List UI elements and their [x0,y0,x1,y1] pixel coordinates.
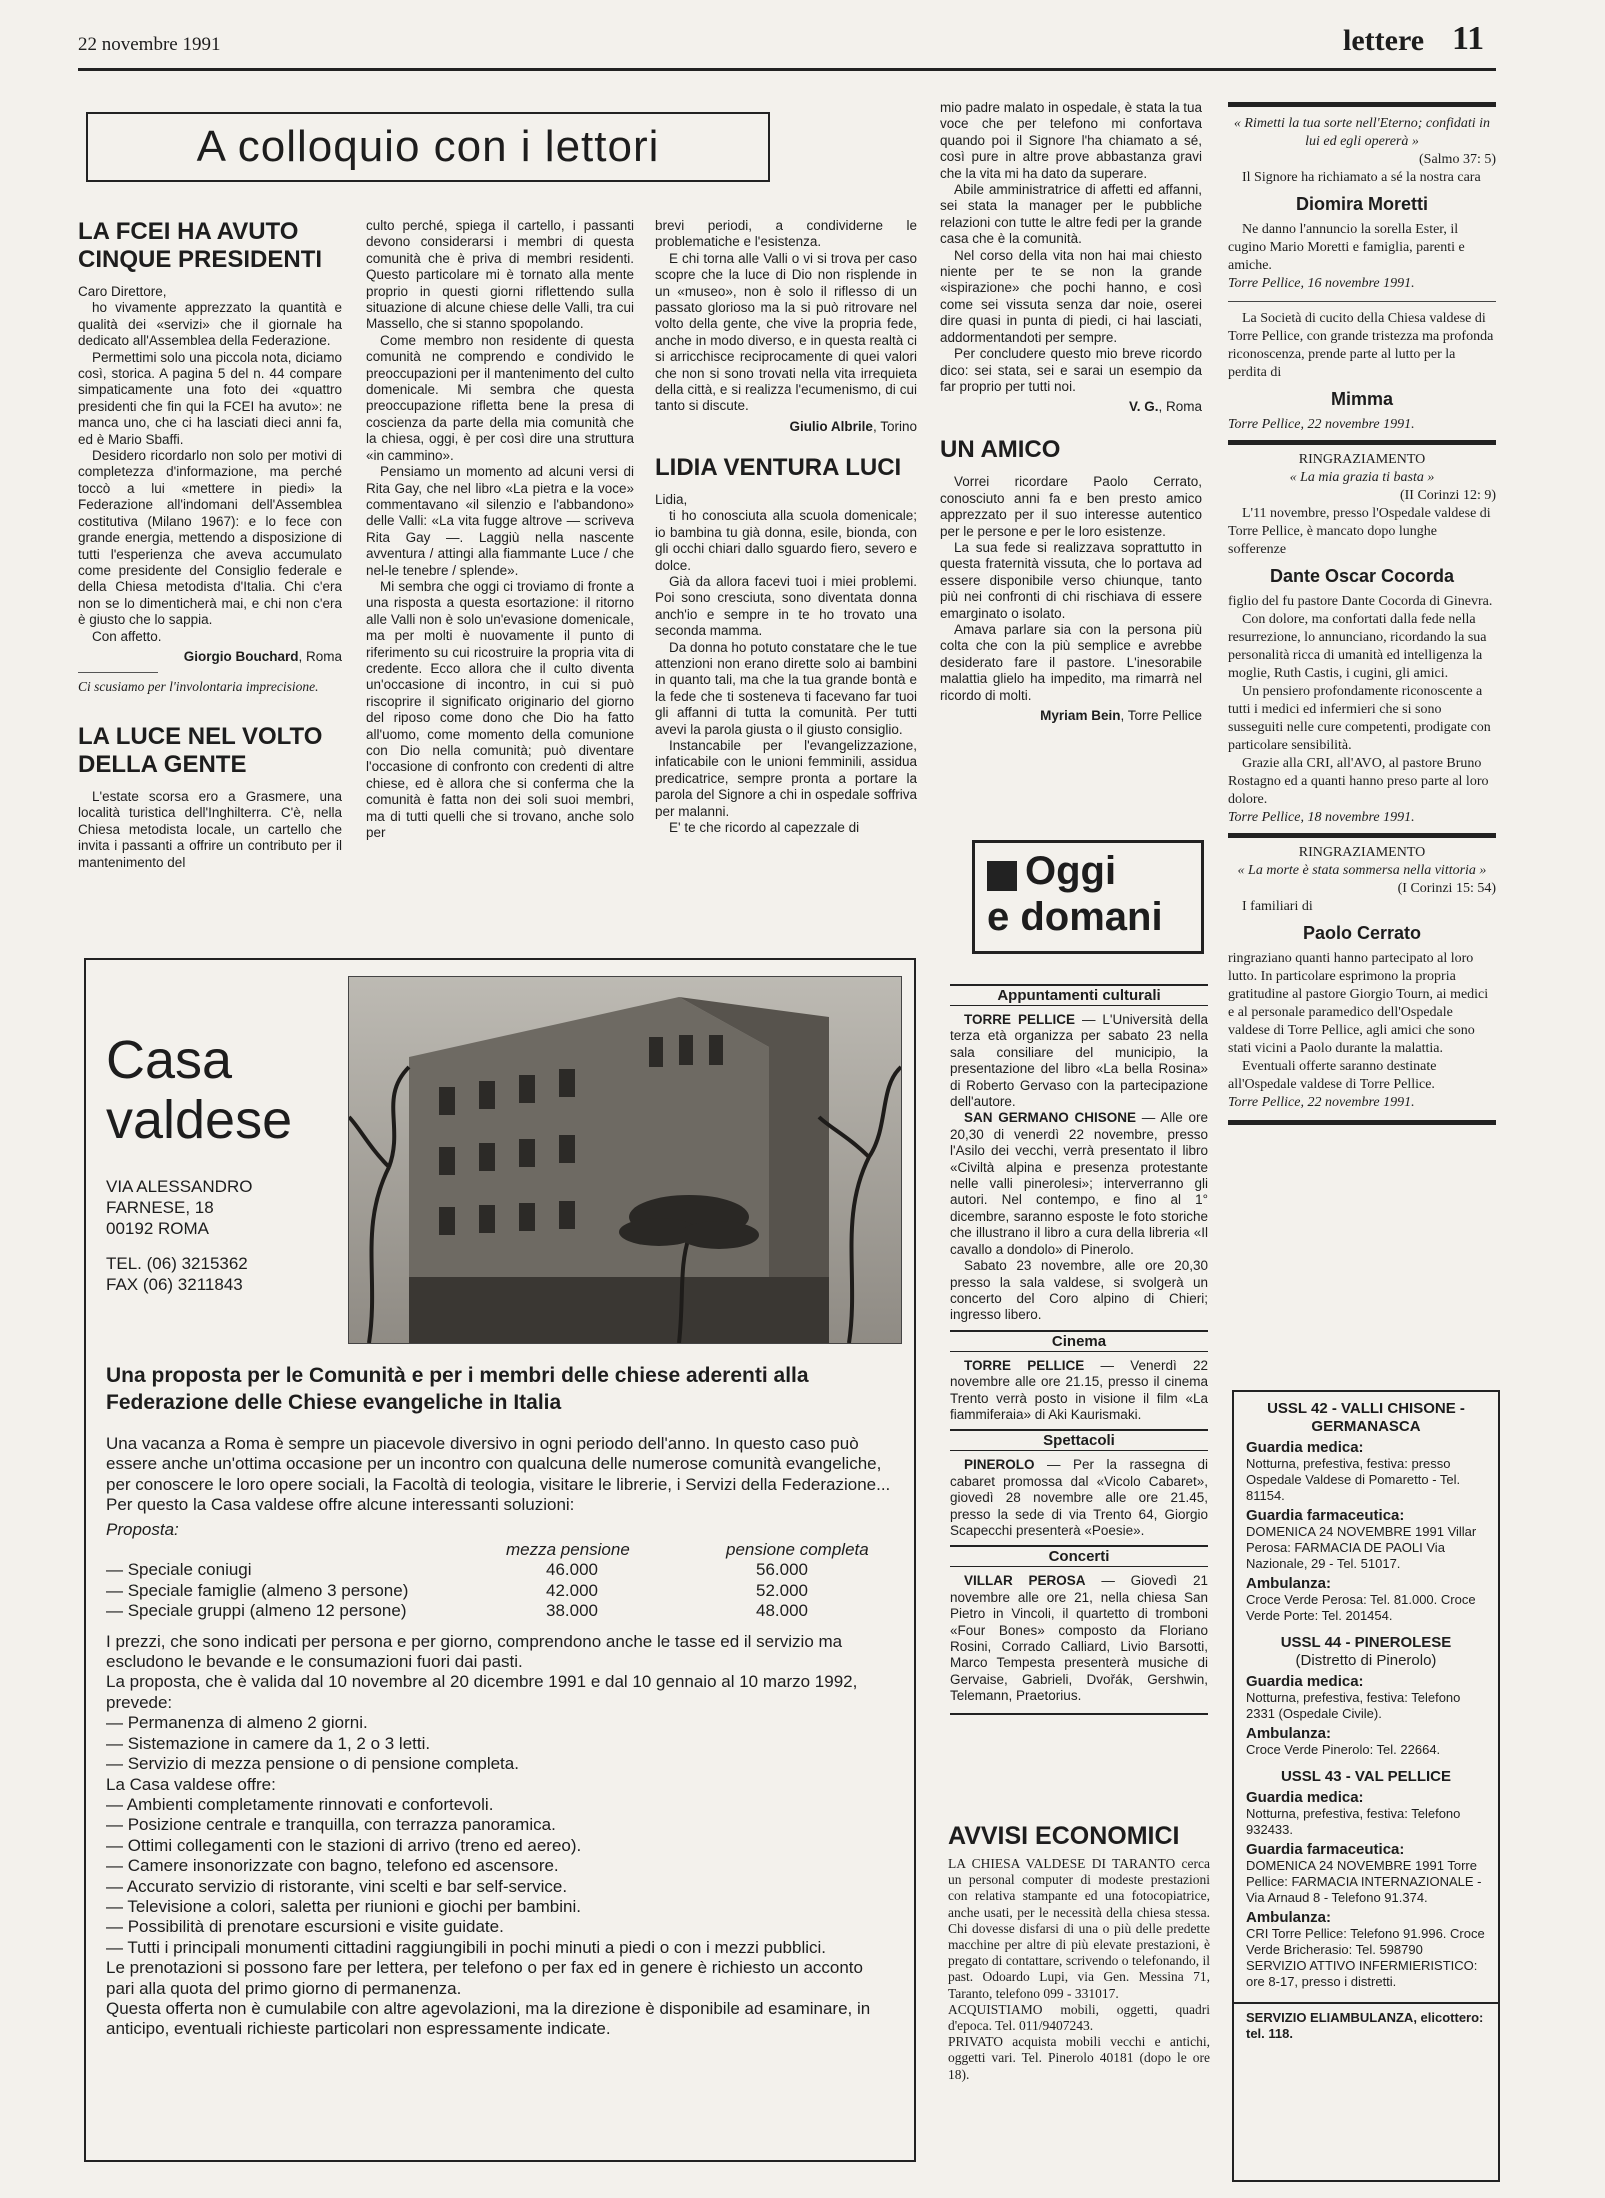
service-text: Notturna, prefestiva, festiva: Telefono 932433. [1246,1806,1461,1837]
band-concerti: Concerti [950,1545,1208,1567]
classified-item: ACQUISTIAMO mobili, oggetti, quadri d'epoca. Tel. 011/9407243. [948,2001,1210,2034]
deceased-name: Diomira Moretti [1295,194,1428,214]
ad-title-line: valdese [106,1090,293,1150]
service-label: Ambulanza: [1246,1725,1332,1742]
price-label: — Speciale coniugi [106,1560,252,1580]
paragraph: Per questo la Casa valdese offre alcune interessanti soluzioni: [106,1495,575,1515]
obit-text: Eventuali offerte saranno destinate all'Ospedale valdese di Torre Pellice. [1228,1059,1437,1092]
author: Myriam Bein [1040,708,1121,723]
paragraph: Già da allora facevi tuoi i miei problemi. Poi sono cresciuta, sono diventata donna anch'io e sempre in te ho trovato una seconda mamma. [655,573,917,639]
event-text: Alle ore 20,30 di venerdì 22 novembre, presso l'Asilo dei vecchi, verrà presentato il libro «Civiltà alpina e presenza protestante nelle valli pinerolesi»; interverranno gli autori. Nel contempo, e fino al 1° dicembre, saranno esposte le foto storiche che illustrano il libro a cura della libreria «Il cavallo a dondolo» di Pinerolo. [950,1110,1208,1257]
event-item: TORRE PELLICE — Venerdì 22 novembre alle ore 21.15, presso il cinema Trento verrà posto in visione il film «La fiammiferaia» di Aki Kaurismaki. [950,1357,1209,1422]
event-text: Venerdì 22 novembre alle ore 21.15, presso il cinema Trento verrà posto in visione il film «La fiammiferaia» di Aki Kaurismaki. [950,1357,1209,1422]
service-label: Guardia medica: [1246,1439,1364,1456]
divider [1228,301,1496,302]
obit-text: Ne danno l'annuncio la sorella Ester, il cugino Mario Moretti e famiglia, parenti e amiche. [1228,222,1465,273]
ussl-title: USSL 43 - VAL PELLICE [1280,1768,1452,1785]
event-place: TORRE PELLICE [964,1012,1075,1027]
event-place: VILLAR PEROSA [964,1573,1086,1589]
event-list [950,1358,1208,1424]
paragraph: Come membro non residente di questa comunità ne comprendo e condivido le preoccupazioni per il mantenimento del culto domenicale. Mi sembra che questa preoccupazione rifletta bene la presa di coscienza da parte della mia comunità che la chiesa, oggi, è per così dire una struttura «in cammino». [366,332,634,463]
event-place: TORRE PELLICE [964,1357,1085,1373]
list-item: — Camere insonorizzate con bagno, telefono ed ascensore. [106,1856,559,1876]
eliambulanza: SERVIZIO ELIAMBULANZA, elicottero: tel. 118. [1234,2002,1498,2042]
list-item: — Posizione centrale e tranquilla, con terrazza panoramica. [106,1815,556,1835]
offre-list [106,1795,896,1958]
paragraph: La sua fede si realizzava soprattutto in questa fraternità vissuta, che lo portava ad essere disponibile verso chiunque, tanto più nei confronti di chi rischiava di essere emarginato o isolato. [940,539,1202,621]
band-cinema: Cinema [950,1330,1208,1352]
city: Torino [880,418,917,434]
phone: TEL. (06) 3215362 [106,1254,248,1273]
service-label: Ambulanza: [1246,1575,1332,1592]
obit-date: Torre Pellice, 22 novembre 1991. [1228,1095,1415,1110]
verse-ref: (Salmo 37: 5) [1419,152,1496,167]
headline: AVVISI ECONOMICI [948,1822,1180,1850]
event-item: TORRE PELLICE — L'Università della terza età organizza per sabato 23 nella sala consiliare del municipio, la presentazione del libro «La bella Rosina» di Roberto Gervaso con la partecipazione dell'autore. [950,1012,1208,1110]
paragraph: Pensiamo un momento ad alcuni versi di Rita Gay, che nel libro «La pietra e la voce» commentavano «il silenzio e l'abbandono» delle Valli: «La vita fugge altrove — scriveva Rita Gay —. Laggiù nella nascente avventura / attingi alla fiammante Luce / che nel-le tenebre / splende». [366,464,634,578]
paragraph: E chi torna alle Valli o vi si trova per caso scopre che la luce di Dio non risplende in un «museo», non è solo il riflesso di un passato glorioso ma la si può ritrovare nel volto della gente, che vive la propria fede, anche in modo diverso, e in questa realtà ci si arricchisce reciprocamente di quei valori che non si sono trovati nella vita irrequieta della città, e si realizza l'ecumenismo, di cui tanto si discute. [655,250,917,414]
paragraph: Desidero ricordarlo non solo per motivi di completezza d'informazione, ma perché toccò a lui «mettere in piedi» la Federazione all'indomani dell'Assemblea costitutiva (Milano 1967): e lo fece con grande energia, mettendo a disposizione di tutti l'esperienza che aveva accumulato come presidente del Consiglio federale e della Chiesa metodista d'Italia. Chi c'era non se lo dimenticherà mai, e chi non c'era è giusto che lo sappia. [78,448,342,628]
section-title: A colloquio con i lettori [196,122,660,171]
event-item: VILLAR PEROSA — Giovedì 21 novembre alle ore 21, nella chiesa San Pietro in Vincoli, il quartetto di tromboni «Four Bones» composto da Floriano Rosini, Corrado Calliard, Livio Barsotti, Marco Tempesta presenterà musiche di Gervaise, Gabrieli, Dvořák, Gershwin, Telemann, Praetorius. [950,1573,1208,1704]
list-item: — Ambienti completamente rinnovati e confortevoli. [106,1794,494,1814]
service-label: Guardia farmaceutica: [1246,1507,1405,1524]
event-text: Per la rassegna di cabaret promossa dal «Vicolo Cabaret», giovedì 28 novembre alle ore 21.45, presso la sede di via Trento 64, Giorgio Scapecchi presenterà «Poesie». [950,1457,1208,1538]
event-list [950,1573,1208,1704]
ad-address [106,1176,252,1295]
paragraph: Instancabile per l'evangelizzazione, infaticabile con le unioni femminili, assidua predicatrice, sempre pronta a portare la parola del Signore a chi in ospedale soffriva per malanni. [655,737,917,819]
paragraph: Con affetto. [92,628,162,644]
paragraph: Questa offerta non è cumulabile con altre agevolazioni, ma la direzione è disponibile ad esaminare, in anticipo, eventuali richieste particolari non espressamente indicate. [106,1998,871,2039]
classified-list [948,1856,1210,2083]
divider [1228,440,1496,445]
deceased-name: Dante Oscar Cocorda [1269,566,1455,586]
service-text: DOMENICA 24 NOVEMBRE 1991 Villar Perosa: FARMACIA DE PAOLI Via Nazionale, 29 - Tel. 51017. [1246,1524,1477,1571]
editor-note: Ci scusiamo per l'involontaria imprecisione. [78,678,319,694]
event-list [950,1012,1208,1324]
list-item: — Permanenza di almeno 2 giorni. [106,1713,368,1733]
event-place: SAN GERMANO CHISONE [964,1110,1136,1126]
article-body [78,284,342,645]
building-photo [348,976,902,1344]
list-item: — Ottimi collegamenti con le stazioni di arrivo (treno ed aereo). [106,1835,582,1855]
obit-title: RINGRAZIAMENTO [1298,452,1426,467]
service-text: CRI Torre Pellice: Telefono 91.996. Croce Verde Bricherasio: Tel. 598790 SERVIZIO ATTIVO INFERMIERISTICO: ore 8-17, presso i distretti. [1246,1926,1485,1989]
obit-text: Grazie alla CRI, all'AVO, al pastore Bruno Rostagno ed a quanti hanno preso parte al loro dolore. [1228,756,1489,807]
list-item: — Televisione a colori, saletta per riunioni e giochi per bambini. [106,1896,581,1916]
event-place: PINEROLO [964,1457,1035,1473]
author: V. G. [1128,399,1159,415]
divider [1228,833,1496,838]
obit-text: ringraziano quanti hanno partecipato al loro lutto. In particolare esprimono la propria gratitudine al pastore Giorgio Tourn, ai medici e al personale paramedico dell'Ospedale valdese di Torre Pellice, agli amici che sono stati vicini a Paolo durante la malattia. [1228,951,1489,1056]
author: Giulio Albrile [789,418,873,434]
list-item: — Accurato servizio di ristorante, vini scelti e bar self-service. [106,1876,568,1896]
headline: LIDIA VENTURA LUCI [655,453,902,481]
obit-date: Torre Pellice, 16 novembre 1991. [1228,276,1415,291]
headline: LA LUCE NEL VOLTO DELLA GENTE [78,722,323,778]
page-number: 11 [1452,20,1485,57]
price-header [106,1540,896,1560]
headline: UN AMICO [940,436,1061,464]
paragraph: Una vacanza a Roma è sempre un piacevole diversivo in ogni periodo dell'anno. In questo caso può essere anche un'ottima occasione per un incontro con qualcuna delle numerose comunità evangeliche, per conoscere le loro opere sociali, la Facoltà di teologia, visitare le librerie, i Servizi della Federazione... [106,1434,891,1494]
event-item: Sabato 23 novembre, alle ore 20,30 presso la sala valdese, si svolgerà un concerto del Coro alpino di Chieri; ingresso libero. [950,1258,1208,1323]
ussl-title: USSL 42 - VALLI CHISONE - GERMANASCA [1267,1400,1465,1435]
signature: Giulio Albrile, Torino [789,418,917,434]
paragraph: Le prenotazioni si possono fare per lettera, per telefono o per fax ed in genere è richiesto un acconto pari alla quota del primo giorno di permanenza. [106,1958,863,1998]
obit-text: figlio del fu pastore Dante Cocorda di Ginevra. [1228,594,1493,609]
address-line: VIA ALESSANDRO [106,1177,253,1196]
signature: Giorgio Bouchard, Roma [183,648,342,664]
obit-text: Con dolore, ma confortati dalla fede nella resurrezione, lo annunciano, ricordando la sua personalità ricca di umanità ed intelligenza la moglie, Ruth Castis, i cugini, gli amici. [1228,612,1487,681]
address-line: 00192 ROMA [106,1219,209,1238]
ussl-box [1232,1390,1500,2182]
paragraph: ti ho conosciuta alla scuola domenicale; io bambina tu già donna, esile, bionda, con gli occhi chiari dallo sguardo fiero, severo e dolce. [655,508,917,573]
list-item: — Possibilità di prenotare escursioni e visite guidate. [106,1917,504,1937]
signature: Myriam Bein, Torre Pellice [1040,708,1202,723]
col-completa: pensione completa [726,1540,869,1560]
city: Roma [1165,399,1202,415]
paragraph: ho vivamente apprezzato la quantità e qualità dei «servizi» che il giornale ha dedicato all'Assemblea della Federazione. [78,300,342,349]
obit-text: La Società di cucito della Chiesa valdese di Torre Pellice, con grande tristezza ma profonda riconoscenza, prende parte al lutto per la perdita di [1228,311,1494,380]
paragraph: Amava parlare sia con la persona più colta che con la più semplice e avrebbe desiderato fare il pastore. L'inesorabile malattia glielo ha impedito, ma rimarrà nel ricordo di molti. [940,621,1202,703]
price-row [106,1560,896,1580]
paragraph: Lidia, [655,491,688,507]
paragraph: Da donna ho potuto constatare che le tue attenzioni non erano dirette solo ai bambini in quanto tali, ma che la tua grande bontà e la fede che ti sosteneva ti facevano far tuoi gli affanni di tutta la comunità. Per tutti avevi la parola giusta o il giusto consiglio. [655,639,917,737]
headline: LA FCEI HA AVUTO CINQUE PRESIDENTI [78,218,323,273]
ussl-title: USSL 44 - PINEROLESE [1280,1634,1452,1651]
obit-intro: I familiari di [1242,899,1313,914]
band-appuntamenti: Appuntamenti culturali [950,984,1208,1006]
paragraph: Permettimi solo una piccola nota, diciamo così, storica. A pagina 5 del n. 44 compare simpaticamente una foto dei «quattro presidenti che fin qui la FCEI ha avuto»: ne manca uno, che ci ha lasciati dieci anni fa, ed è Mario Sbaffi. [78,349,342,447]
divider [1228,102,1496,107]
price-mezza: 46.000 [546,1560,598,1580]
prevede-list [106,1713,896,1774]
paragraph: mio padre malato in ospedale, è stata la tua voce che per telefono mi confortava quando poi il Signore l'ha chiamato a sé, così pure in altre prove abbastanza gravi che la vita mi ha dato da superare. [940,100,1202,181]
obit-intro: Il Signore ha richiamato a sé la nostra cara [1242,170,1481,185]
article-body [940,474,1202,704]
article-body [940,100,1202,395]
author: Giorgio Bouchard [183,648,299,664]
article-body [655,492,917,837]
section-name: lettere [1343,24,1425,57]
band-spettacoli: Spettacoli [950,1429,1208,1451]
events-listing [950,978,1208,1715]
avvisi-economici [948,1822,1210,2083]
ussl-subtitle: (Distretto di Pinerolo) [1295,1652,1437,1669]
article-luce-continued [366,218,634,841]
obit-date: Torre Pellice, 18 novembre 1991. [1228,810,1415,825]
classified-item: PRIVATO acquista mobili vecchi e antichi, oggetti vari. Tel. Pinerolo 40181 (dopo le ore 18). [948,2034,1210,2082]
header-rule [78,68,1496,71]
event-item: SAN GERMANO CHISONE — Alle ore 20,30 di venerdì 22 novembre, presso l'Asilo dei vecchi, verrà presentato il libro «Civiltà alpina e presenza protestante nelle valli pinerolesi»; interverranno gli autori. Nel contempo, e fino al 1° dicembre, saranno esposte le foto storiche che illustrano il libro a cura della libreria «Il cavallo a dondolo» di Pinerolo. [950,1110,1208,1257]
address-line: FARNESE, 18 [106,1198,214,1217]
service-text: Croce Verde Perosa: Tel. 81.000. Croce Verde Porte: Tel. 201454. [1246,1592,1476,1623]
obit-text: Un pensiero profondamente riconoscente a tutti i medici ed infermieri che si sono susseguiti nelle cure competenti, prodigate con particolare sensibilità. [1228,684,1491,753]
service-text: Notturna, prefestiva, festiva: Telefono 2331 (Ospedale Civile). [1246,1690,1461,1721]
paragraph: Per concludere questo mio breve ricordo dico: sei stata, sei e sarai un esempio da far proprio per tutti noi. [940,346,1202,394]
service-label: Ambulanza: [1246,1909,1332,1926]
divider [1228,1120,1496,1125]
list-item: — Servizio di mezza pensione o di pensione completa. [106,1754,519,1774]
divider [78,672,158,673]
article-amico [940,100,1202,731]
paragraph: Caro Direttore, [78,284,167,299]
paragraph: L'estate scorsa ero a Grasmere, una località turistica dell'Inghilterra. C'è, nella Chiesa metodista locale, un cartello che invita i passanti a offrire un contributo per il mantenimento del [78,788,342,870]
article-body [78,789,342,871]
article-body [655,218,917,415]
deceased-name: Paolo Cerrato [1302,923,1422,943]
service-label: Guardia medica: [1246,1789,1364,1806]
service-label: Guardia farmaceutica: [1246,1841,1405,1858]
price-label: — Speciale gruppi (almeno 12 persone) [106,1601,407,1621]
price-label: — Speciale famiglie (almeno 3 persone) [106,1580,409,1600]
event-text: Giovedì 21 novembre alle ore 21, nella chiesa San Pietro in Vincoli, il quartetto di tromboni «Four Bones» composto da Floriano Rosini, Corrado Calliard, Livio Barsotti, Marco Tempesta presenterà musiche di Gervaise, Gabrieli, Dvořák, Gershwin, Telemann, Praetorius. [950,1573,1208,1704]
price-completa: 48.000 [756,1601,808,1621]
paragraph: E' te che ricordo al capezzale di [669,820,860,835]
price-mezza: 42.000 [546,1580,598,1600]
paragraph: La Casa valdese offre: [106,1774,276,1794]
ussl-block [1234,1392,1498,1624]
signature: V. G., Roma [1128,399,1202,415]
deceased-name: Mimma [1330,389,1393,409]
service-text: Croce Verde Pinerolo: Tel. 22664. [1246,1742,1441,1757]
ad-title [106,1030,292,1150]
verse-ref: (I Corinzi 15: 54) [1397,881,1496,896]
verse: « La mia grazia ti basta » [1289,470,1435,485]
price-completa: 52.000 [756,1580,808,1600]
paragraph: Mi sembra che oggi ci troviamo di fronte a una risposta a questa esortazione: il ritorno alle Valli non è solo un'evasione domenicale, ma per molti è nuovamente il punto di riferimento su cui ricostruire la propria vita di credente. Ecco allora che il culto diventa un'occasione di incontro, in cui si può riscoprire il significato originario del giorno del riposo come dono che Dio ha fatto all'uomo, come momento della comunione con Dio nella comunità; può diventare l'occasione di confronto con credenti di altre chiese, ed è allora che si conferma che la comunità è fatta non dei soli suoi membri, ma di tutti quelli che si trovano, anche solo per [366,578,634,841]
fax: FAX (06) 3211843 [106,1275,243,1294]
ad-headline: Una proposta per le Comunità e per i membri delle chiese aderenti alla Federazione delle Chiese evangeliche in Italia [106,1364,809,1414]
paragraph: Vorrei ricordare Paolo Cerrato, conosciuto anni fa e ben presto amico apprezzato per il suo interesse autentico per le persone e per le loro esistenze. [940,474,1202,539]
list-item: — Sistemazione in camere da 1, 2 o 3 letti. [106,1733,431,1753]
price-mezza: 38.000 [546,1601,598,1621]
ad-title-line: Casa [106,1030,233,1090]
verse: « Rimetti la tua sorte nell'Eterno; confidati in lui ed egli opererà » [1233,116,1491,149]
casa-valdese-ad [84,958,916,2162]
classified-item: LA CHIESA VALDESE DI TARANTO cerca un personal computer di modeste prestazioni con relativa stampante ed una fotocopiatrice, anche usati, per le necessità della chiesa stessa. Chi dovesse disfarsi di una o più delle predette macchine per altre di più elevate prestazioni, è pregato di contattare, scrivendo o telefonando, il past. Odoardo Lupi, via Gen. Messina 71, Taranto, telefono 099 - 331017. [948,1856,1210,2001]
logo-line-1: Oggi [1025,849,1117,893]
price-row [106,1581,896,1601]
list-item: — Tutti i principali monumenti cittadini raggiungibili in pochi minuti a piedi o con i mezzi pubblici. [106,1937,827,1957]
service-text: Notturna, prefestiva, festiva: presso Ospedale Valdese di Pomaretto - Tel. 81154. [1246,1456,1461,1503]
paragraph: culto perché, spiega il cartello, i passanti devono considerarsi i membri di questa comunità che è priva di membri residenti. Questo particolare mi è tornato alla mente proprio in questi giorni riflettendo sulla situazione di alcune chiese delle Valli, tra cui Massello, che si stanno spopolando. [366,218,634,332]
logo-line-2: e domani [987,895,1163,939]
section-title-box [86,112,770,182]
ussl-block [1234,1634,1498,1758]
city: Roma [305,648,342,664]
article-lidia [655,218,917,836]
paragraph: Abile amministratrice di affetti ed affanni, sei stata la manager per le pubbliche relazioni con tutte le altre fedi per la grande casa che è la comunità. [940,182,1202,247]
price-row [106,1601,896,1621]
event-text: L'Università della terza età organizza per sabato 23 nella sala consiliare del municipio, la presentazione del libro «La bella Rosina» di Roberto Gervaso con la partecipazione dell'autore. [950,1012,1208,1110]
paragraph: La proposta, che è valida dal 10 novembre al 20 dicembre 1991 e dal 10 gennaio al 10 marzo 1992, prevede: [106,1672,858,1712]
obit-title: RINGRAZIAMENTO [1298,845,1426,860]
paragraph: brevi periodi, a condividerne le problematiche e l'esistenza. [655,218,917,250]
proposta-label: Proposta: [106,1519,179,1539]
service-text: DOMENICA 24 NOVEMBRE 1991 Torre Pellice: FARMACIA INTERNAZIONALE - Via Arnaud 8 - Telefono 91.374. [1246,1858,1482,1905]
issue-date: 22 novembre 1991 [78,34,221,55]
paragraph: Nel corso della vita non hai mai chiesto niente per te se non la grande «ispirazione» che pochi hanno, e così come sei vissuta senza dar noie, oserei dire quasi in punta di piedi, ci hai lasciati, addormentandoti per sempre. [940,247,1202,345]
verse: « La morte è stata sommersa nella vittoria » [1237,863,1487,878]
building-photo-image [349,977,901,1343]
article-fcei [78,218,342,871]
square-icon [987,861,1017,891]
oggi-e-domani-logo [972,840,1204,954]
col-mezza: mezza pensione [506,1540,630,1560]
obit-date: Torre Pellice, 22 novembre 1991. [1228,417,1415,432]
city: Torre Pellice [1127,708,1202,723]
price-completa: 56.000 [756,1560,808,1580]
divider [950,1713,1208,1715]
event-list [950,1457,1208,1539]
ad-body [106,1434,896,2040]
service-label: Guardia medica: [1246,1673,1364,1690]
verse-ref: (II Corinzi 12: 9) [1399,488,1496,503]
obit-intro: L'11 novembre, presso l'Ospedale valdese di Torre Pellice, è mancato dopo lunghe sofferenze [1228,506,1491,557]
event-item: PINEROLO — Per la rassegna di cabaret promossa dal «Vicolo Cabaret», giovedì 28 novembre alle ore 21.45, presso la sede di via Trento 64, Giorgio Scapecchi presenterà «Poesie». [950,1457,1208,1538]
ussl-block [1234,1768,1498,1990]
paragraph: I prezzi, che sono indicati per persona e per giorno, comprendono anche le tasse ed il servizio ma escludono le bevande e le consumazioni fuori dai pasti. [106,1631,843,1672]
obituaries-column [1228,102,1496,1125]
